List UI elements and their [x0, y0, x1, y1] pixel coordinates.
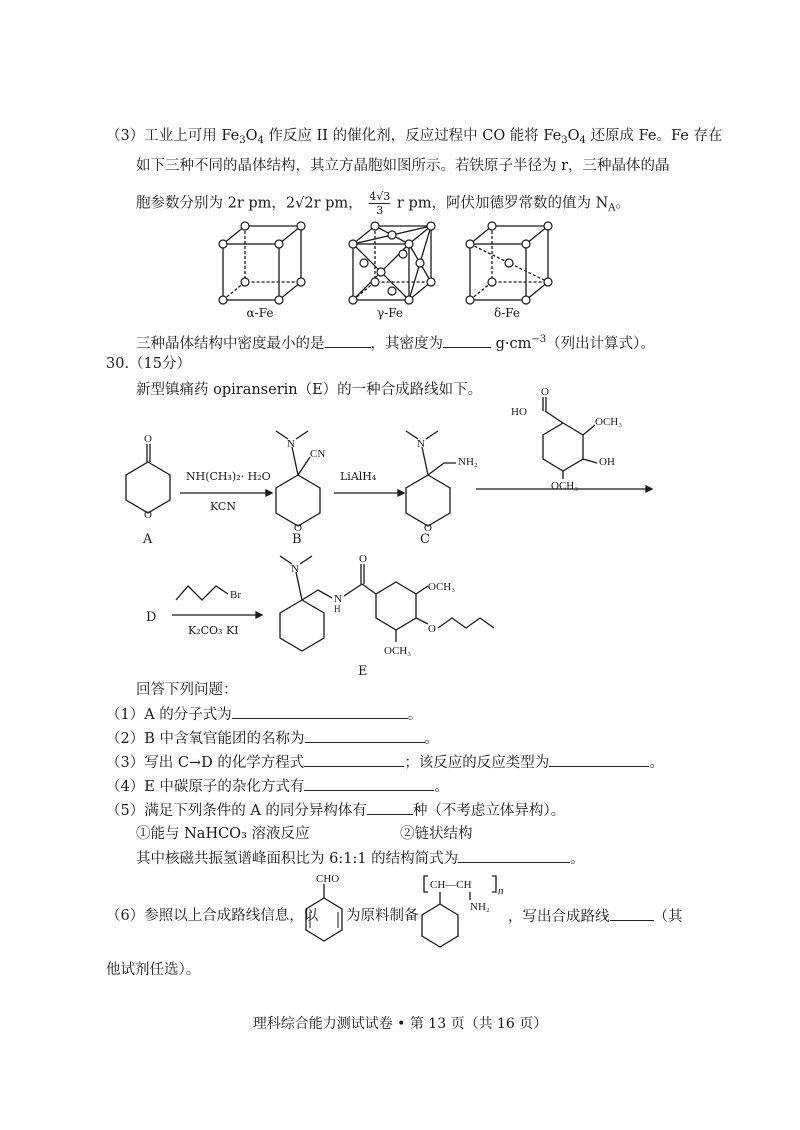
answer-blank-lowest-density[interactable]	[325, 333, 371, 348]
svg-text:OCH₃: OCH₃	[384, 645, 412, 657]
svg-text:CH—CH: CH—CH	[430, 879, 472, 891]
q29-3-question: 三种晶体结构中密度最小的是 ，其密度为 $g\cdot cm^{-3}$（列出计算式）。	[136, 334, 655, 352]
alpha-fe-cell-diagram	[215, 222, 305, 304]
svg-text:CN: CN	[310, 448, 326, 460]
answer-intro: 回答下列问题：	[136, 682, 238, 698]
arrow-a-to-b	[180, 488, 270, 498]
svg-text:O: O	[541, 386, 549, 398]
question-6-text-b: 为原料制备	[346, 908, 419, 924]
question-5: （5）满足下列条件的 A 的同分异构体有 种（不考虑立体异构）。	[106, 800, 565, 821]
reagent-ab-top: NH(CH₃)₂· H₂O	[186, 470, 271, 483]
svg-text:NH₂: NH₂	[470, 901, 490, 913]
svg-text:HO: HO	[511, 406, 527, 418]
cell-label-delta: δ-Fe	[493, 306, 521, 320]
answer-blank-6[interactable]	[610, 906, 654, 921]
svg-text:H: H	[334, 604, 341, 614]
polymer-structure	[420, 872, 510, 952]
svg-text:OCH₃: OCH₃	[551, 480, 579, 492]
svg-text:N: N	[287, 438, 295, 450]
compound-c-structure	[400, 425, 490, 535]
nmr-question: 其中核磁共振氢谱峰面积比为 6:1:1 的结构简式为 。	[136, 848, 585, 869]
answer-blank-3a[interactable]	[304, 752, 404, 767]
reagent-bc-top: LiAlH₄	[340, 470, 377, 483]
svg-text:O: O	[144, 509, 152, 521]
syringic-acid-structure	[505, 386, 645, 493]
label-b: B	[292, 532, 302, 547]
answer-blank-2[interactable]	[305, 728, 425, 743]
question-6-text-c: ，写出合成路线 （其	[508, 906, 683, 927]
svg-text:OH: OH	[599, 456, 615, 468]
arrow-b-to-c	[334, 488, 404, 498]
delta-fe-cell-diagram	[462, 222, 552, 304]
answer-blank-1[interactable]	[232, 704, 408, 719]
q30-header: 30.（15分）	[106, 356, 192, 372]
svg-text:N: N	[334, 593, 342, 605]
fraction-denominator: 3	[376, 204, 384, 217]
question-2: （2）B 中含氧官能团的名称为 。	[106, 728, 439, 749]
arrow-c-to-d	[476, 484, 652, 494]
gamma-fe-cell-diagram	[345, 222, 435, 304]
butyl-bromide-structure	[172, 580, 272, 604]
question-3: （3）写出 C→D 的化学方程式 ；该反应的反应类型为 。	[106, 752, 664, 773]
svg-text:OCH₃: OCH₃	[428, 581, 456, 593]
answer-blank-3b[interactable]	[549, 752, 649, 767]
svg-text:O: O	[359, 553, 367, 565]
q29-3-line3: 胞参数分别为 2r pm，2√2r pm， $\frac{4√3}{3}$ r pm，阿伏加德罗常数的值为 $N_A$。	[136, 190, 631, 217]
fraction-numerator: 4√3	[369, 190, 391, 203]
svg-text:O: O	[144, 433, 152, 445]
condition-1: ①能与 NaHCO₃ 溶液反应	[136, 826, 310, 842]
svg-text:O: O	[294, 522, 302, 534]
reagent-ab-bottom: KCN	[210, 500, 236, 513]
question-6: （6）参照以上合成路线信息，以	[106, 908, 319, 924]
compound-b-structure	[270, 425, 340, 535]
cell-label-alpha: α-Fe	[246, 306, 274, 320]
label-d: D	[146, 610, 157, 625]
q30-intro: 新型镇痛药 opiranserin（E）的一种合成路线如下。	[136, 382, 483, 398]
svg-text:NH₂: NH₂	[458, 456, 478, 468]
answer-blank-4[interactable]	[304, 776, 434, 791]
label-c: C	[420, 532, 430, 547]
page-footer: 理科综合能力测试试卷 • 第 13 页（共 16 页）	[252, 1016, 548, 1032]
question-1: （1）A 的分子式为 。	[106, 704, 422, 725]
condition-2: ②链状结构	[400, 826, 473, 842]
svg-text:O: O	[428, 623, 436, 635]
q29-3-line1: （3）工业上可用 $Fe_3O_4$ 作反应 II 的催化剂，反应过程中 CO 能将 $Fe_3O_4$ 还原成 Fe。Fe 存在	[106, 128, 723, 146]
label-a: A	[143, 532, 153, 547]
reagent-de-bottom: K₂CO₃ KI	[188, 624, 239, 637]
svg-text:n: n	[498, 885, 504, 897]
arrow-d-to-e	[172, 610, 262, 620]
question-4: （4）E 中碳原子的杂化方式有 。	[106, 776, 449, 797]
svg-text:N: N	[417, 438, 425, 450]
compound-a-structure	[120, 430, 180, 530]
svg-text:CHO: CHO	[316, 873, 340, 885]
question-6-line2: 他试剂任选）。	[106, 962, 201, 978]
benzaldehyde-structure	[296, 872, 346, 952]
answer-blank-5[interactable]	[367, 800, 413, 815]
svg-text:OCH₃: OCH₃	[595, 416, 623, 428]
answer-blank-nmr[interactable]	[458, 848, 570, 863]
answer-blank-density[interactable]	[443, 333, 491, 348]
label-e: E	[358, 664, 368, 679]
cell-label-gamma: γ-Fe	[377, 306, 403, 320]
svg-text:Br: Br	[230, 589, 241, 601]
svg-text:N: N	[291, 563, 299, 575]
q29-3-line2: 如下三种不同的晶体结构，其立方晶胞如图所示。若铁原子半径为 r，三种晶体的晶	[136, 158, 670, 174]
svg-text:O: O	[424, 522, 432, 534]
compound-e-structure	[272, 550, 532, 680]
